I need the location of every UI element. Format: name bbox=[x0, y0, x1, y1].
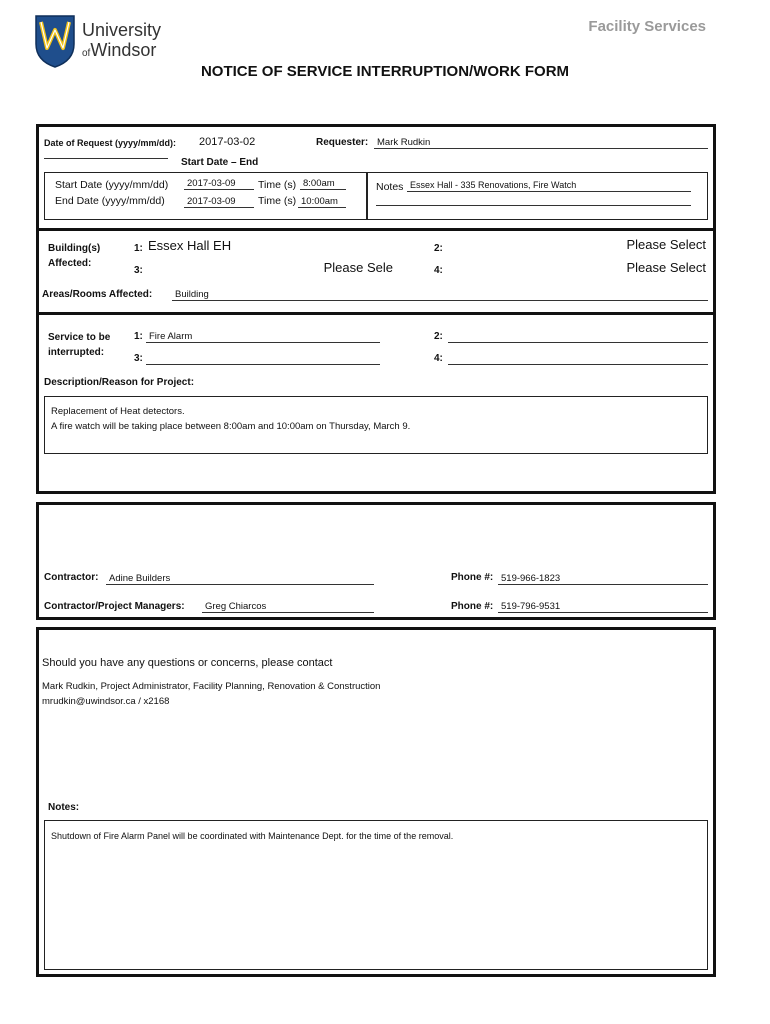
managers-field[interactable]: Greg Chiarcos bbox=[202, 601, 374, 613]
department-name: Facility Services bbox=[588, 18, 706, 35]
start-time-label: Time (s) bbox=[258, 179, 297, 191]
building-2-number: 2: bbox=[434, 243, 443, 254]
building-4-select[interactable]: Please Select bbox=[626, 260, 706, 275]
section-divider bbox=[36, 312, 716, 315]
notes-field-line2[interactable] bbox=[376, 205, 691, 206]
service-1-field[interactable]: Fire Alarm bbox=[146, 331, 380, 343]
phone-1-label: Phone #: bbox=[451, 572, 494, 583]
managers-label: Contractor/Project Managers: bbox=[44, 601, 185, 612]
notes-box[interactable] bbox=[44, 820, 708, 970]
blank-line bbox=[44, 158, 168, 159]
service-label-1: Service to be bbox=[48, 332, 111, 343]
start-end-heading: Start Date – End bbox=[181, 157, 259, 168]
logo-text-windsor: Windsor bbox=[90, 40, 157, 60]
service-2-number: 2: bbox=[434, 331, 443, 342]
form-title: NOTICE OF SERVICE INTERRUPTION/WORK FORM bbox=[200, 63, 570, 80]
building-1-number: 1: bbox=[134, 243, 143, 254]
building-3-select-text: Please Sele bbox=[323, 260, 393, 275]
date-of-request-label: Date of Request (yyyy/mm/dd): bbox=[44, 138, 177, 148]
university-logo bbox=[34, 14, 174, 70]
requester-label: Requester: bbox=[316, 137, 369, 148]
building-1-select[interactable]: Essex Hall EH bbox=[148, 238, 232, 253]
notes-text: Shutdown of Fire Alarm Panel will be coordinated with Maintenance Dept. for the time of the removal. bbox=[51, 831, 454, 841]
building-4-number: 4: bbox=[434, 265, 443, 276]
date-of-request-value[interactable]: 2017-03-02 bbox=[199, 136, 256, 148]
notes-section-label: Notes: bbox=[48, 802, 80, 813]
phone-2-field[interactable]: 519-796-9531 bbox=[498, 601, 708, 613]
building-3-select[interactable] bbox=[300, 260, 393, 278]
dates-divider bbox=[366, 172, 368, 220]
areas-field[interactable]: Building bbox=[172, 289, 708, 301]
service-label-2: interrupted: bbox=[48, 347, 105, 358]
description-line-1: Replacement of Heat detectors. bbox=[51, 406, 185, 417]
contractor-field[interactable]: Adine Builders bbox=[106, 573, 374, 585]
logo-text-university: University bbox=[82, 20, 162, 40]
buildings-label-1: Building(s) bbox=[48, 243, 101, 254]
contact-line-1: Mark Rudkin, Project Administrator, Facility Planning, Renovation & Construction bbox=[42, 681, 381, 692]
building-2-select[interactable]: Please Select bbox=[626, 237, 706, 252]
phone-2-label: Phone #: bbox=[451, 601, 494, 612]
logo-text-of: of bbox=[82, 48, 91, 59]
start-date-field[interactable]: 2017-03-09 bbox=[184, 178, 254, 190]
notes-field[interactable]: Essex Hall - 335 Renovations, Fire Watch bbox=[407, 180, 691, 192]
description-line-2: A fire watch will be taking place between 8:00am and 10:00am on Thursday, March 9. bbox=[51, 421, 411, 432]
requester-field[interactable]: Mark Rudkin bbox=[374, 137, 708, 149]
service-4-number: 4: bbox=[434, 353, 443, 364]
start-date-label: Start Date (yyyy/mm/dd) bbox=[55, 179, 169, 191]
contact-line-2: mrudkin@uwindsor.ca / x2168 bbox=[42, 696, 170, 707]
areas-label: Areas/Rooms Affected: bbox=[42, 289, 153, 300]
start-time-field[interactable]: 8:00am bbox=[300, 178, 346, 190]
end-date-label: End Date (yyyy/mm/dd) bbox=[55, 195, 165, 207]
service-4-field[interactable] bbox=[448, 353, 708, 365]
service-3-number: 3: bbox=[134, 353, 143, 364]
service-3-field[interactable] bbox=[146, 353, 380, 365]
service-2-field[interactable] bbox=[448, 331, 708, 343]
contact-intro: Should you have any questions or concerns, please contact bbox=[42, 657, 333, 669]
buildings-label-2: Affected: bbox=[48, 258, 92, 269]
shield-icon bbox=[34, 14, 76, 68]
description-label: Description/Reason for Project: bbox=[44, 377, 195, 388]
phone-1-field[interactable]: 519-966-1823 bbox=[498, 573, 708, 585]
service-1-number: 1: bbox=[134, 331, 143, 342]
section-divider bbox=[36, 228, 716, 231]
end-date-field[interactable]: 2017-03-09 bbox=[184, 196, 254, 208]
end-time-field[interactable]: 10:00am bbox=[298, 196, 346, 208]
building-3-number: 3: bbox=[134, 265, 143, 276]
end-time-label: Time (s) bbox=[258, 195, 297, 207]
contractor-label: Contractor: bbox=[44, 572, 99, 583]
notes-label: Notes bbox=[376, 181, 404, 193]
